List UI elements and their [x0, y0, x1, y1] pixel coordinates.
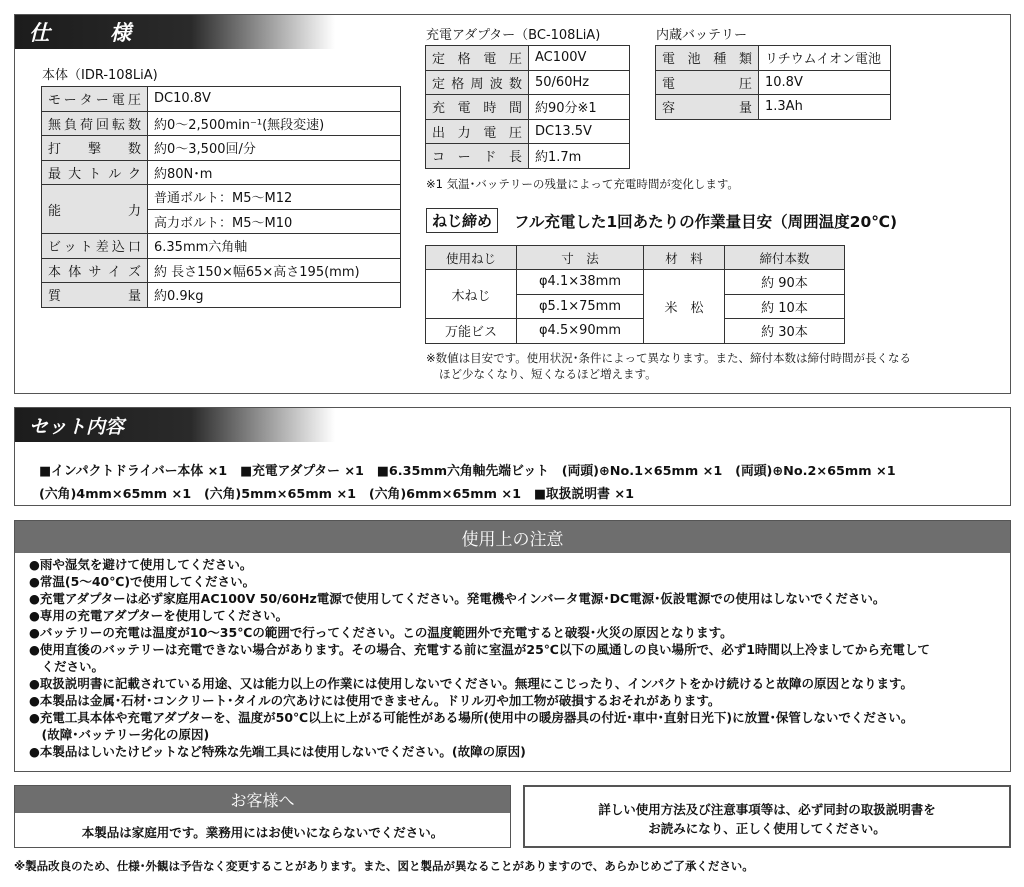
spec-label: ビット差込口	[42, 234, 148, 259]
caution-line: ●本製品はしいたけビットなど特殊な先端工具には使用しないでください。(故障の原因)	[29, 744, 526, 759]
spec-value: DC13.5V	[529, 119, 630, 144]
customer-section	[14, 785, 511, 848]
set-title: セット内容	[29, 415, 125, 438]
caution-line: ●雨や湿気を避けて使用してください。	[29, 557, 253, 572]
table-row	[42, 111, 401, 136]
spec-label: 無負荷回転数	[42, 111, 148, 136]
set-title-band	[15, 408, 335, 442]
adapter-label: 充電アダプター（BC-108LiA)	[426, 28, 601, 43]
spec-label: 打 撃 数	[42, 136, 148, 161]
customer-text: 本製品は家庭用です。業務用にはお使いにならないでください。	[81, 825, 444, 840]
caution-line: ●バッテリーの充電は温度が10〜35℃の範囲で行ってください。この温度範囲外で充電すると破裂･火災の原因となります。	[29, 625, 733, 640]
spec-value: 約1.7m	[529, 144, 630, 169]
screw-table	[425, 245, 845, 344]
table-row	[656, 95, 891, 120]
spec-value: 約90分※1	[529, 95, 630, 120]
caution-line: ください。	[29, 659, 105, 674]
body-spec-table	[41, 86, 401, 308]
spec-value: 約0〜3,500回/分	[148, 136, 401, 161]
caution-line: ●充電工具本体や充電アダプターを、温度が50℃以上に上がる可能性がある場所(使用中の暖房器具の付近･車中･直射日光下)に放置･保管しないでください。	[29, 710, 914, 725]
caution-line: ●常温(5〜40℃)で使用してください。	[29, 574, 256, 589]
spec-title: 仕 様	[29, 21, 137, 45]
spec-label: 定格電圧	[426, 46, 529, 71]
screw-type: 木ねじ	[426, 270, 517, 319]
spec-label: 出力電圧	[426, 119, 529, 144]
table-row	[656, 46, 891, 71]
table-row	[42, 283, 401, 308]
table-row	[42, 185, 401, 210]
screw-tag: ねじ締め	[426, 208, 498, 233]
table-row	[42, 87, 401, 112]
battery-label: 内蔵バッテリー	[656, 28, 748, 43]
screw-note-1: ※数値は目安です。使用状況･条件によって異なります。また、締付本数は締付時間が長くなる	[426, 351, 912, 365]
caution-title: 使用上の注意	[15, 521, 1010, 553]
table-row	[426, 70, 630, 95]
table-row	[426, 144, 630, 169]
table-row	[426, 270, 845, 295]
column-header: 締付本数	[725, 246, 845, 270]
table-row	[42, 234, 401, 259]
spec-value: 50/60Hz	[529, 70, 630, 95]
caution-line: ●取扱説明書に記載されている用途、又は能力以上の作業には使用しないでください。無理にこじったり、インパクトをかけ続けると故障の原因となります。	[29, 676, 914, 691]
set-section	[14, 407, 1011, 506]
spec-label: 容 量	[656, 95, 759, 120]
body-label: 本体（IDR-108LiA)	[42, 68, 158, 83]
spec-label: モーター電圧	[42, 87, 148, 112]
set-line-2: (六角)4mm×65mm ×1 (六角)5mm×65mm ×1 (六角)6mm×65mm ×1 ■取扱説明書 ×1	[39, 487, 634, 502]
caution-line: (故障･バッテリー劣化の原因)	[29, 727, 210, 742]
spec-value: 普通ボルト：M5〜M12	[148, 185, 401, 210]
table-row	[426, 119, 630, 144]
column-header: 使用ねじ	[426, 246, 517, 270]
table-row	[426, 46, 630, 71]
column-header: 材 料	[644, 246, 725, 270]
spec-label: 最大トルク	[42, 160, 148, 185]
table-row	[656, 70, 891, 95]
table-row	[426, 95, 630, 120]
screw-type: 万能ビス	[426, 319, 517, 344]
manual-section	[523, 785, 1011, 848]
spec-value: DC10.8V	[148, 87, 401, 112]
table-row	[42, 258, 401, 283]
spec-value: 高力ボルト：M5〜M10	[148, 209, 401, 234]
spec-label: 電 圧	[656, 70, 759, 95]
spec-value: 約 長さ150×幅65×高さ195(mm)	[148, 258, 401, 283]
screw-count: 約 30本	[725, 319, 845, 344]
spec-value: 約80N･m	[148, 160, 401, 185]
table-row	[426, 319, 845, 344]
spec-label: 定格周波数	[426, 70, 529, 95]
caution-line: ●充電アダプターは必ず家庭用AC100V 50/60Hz電源で使用してください。発電機やインバータ電源･DC電源･仮設電源での使用はしないでください。	[29, 591, 886, 606]
screw-count: 約 10本	[725, 294, 845, 319]
spec-value: 約0〜2,500min⁻¹(無段変速)	[148, 111, 401, 136]
adapter-spec-table	[425, 45, 630, 169]
screw-note-2: ほど少なくなり、短くなるほど増えます。	[439, 367, 657, 381]
adapter-note: ※1 気温･バッテリーの残量によって充電時間が変化します。	[426, 177, 739, 191]
screw-title: フル充電した1回あたりの作業量目安（周囲温度20℃)	[514, 213, 898, 231]
screw-size: φ5.1×75mm	[517, 294, 644, 319]
spec-value: 10.8V	[759, 70, 891, 95]
manual-line-1: 詳しい使用方法及び注意事項等は、必ず同封の取扱説明書を	[598, 802, 936, 817]
caution-line: ●使用直後のバッテリーは充電できない場合があります。その場合、充電する前に室温が25℃以下の風通しの良い場所で、必ず1時間以上冷ましてから充電して	[29, 642, 930, 657]
screw-count: 約 90本	[725, 270, 845, 295]
screw-material: 米 松	[644, 270, 725, 344]
spec-value: 1.3Ah	[759, 95, 891, 120]
spec-label: コード長	[426, 144, 529, 169]
spec-value: AC100V	[529, 46, 630, 71]
battery-spec-table	[655, 45, 891, 120]
spec-value: 6.35mm六角軸	[148, 234, 401, 259]
spec-label: 能 力	[42, 185, 148, 234]
table-row	[42, 160, 401, 185]
spec-value: リチウムイオン電池	[759, 46, 891, 71]
screw-size: φ4.5×90mm	[517, 319, 644, 344]
spec-label: 質 量	[42, 283, 148, 308]
table-header-row	[426, 246, 845, 270]
caution-section	[14, 520, 1011, 772]
customer-title: お客様へ	[15, 786, 510, 813]
caution-line: ●本製品は金属･石材･コンクリート･タイルの穴あけには使用できません。ドリル刃や加工物が破損するおそれがあります。	[29, 693, 721, 708]
column-header: 寸 法	[517, 246, 644, 270]
caution-line: ●専用の充電アダプターを使用してください。	[29, 608, 289, 623]
set-line-1: ■インパクトドライバー本体 ×1 ■充電アダプター ×1 ■6.35mm六角軸先端ビット (両頭)⊕No.1×65mm ×1 (両頭)⊕No.2×65mm ×1	[39, 464, 896, 479]
spec-value: 約0.9kg	[148, 283, 401, 308]
spec-label: 電池種類	[656, 46, 759, 71]
screw-size: φ4.1×38mm	[517, 270, 644, 295]
table-row	[42, 136, 401, 161]
spec-title-band	[15, 15, 335, 49]
spec-label: 本体サイズ	[42, 258, 148, 283]
spec-label: 充電時間	[426, 95, 529, 120]
manual-line-2: お読みになり、正しく使用してください。	[648, 821, 886, 836]
footer-note: ※製品改良のため、仕様･外観は予告なく変更することがあります。また、図と製品が異なることがありますので、あらかじめご了承ください。	[14, 859, 754, 873]
